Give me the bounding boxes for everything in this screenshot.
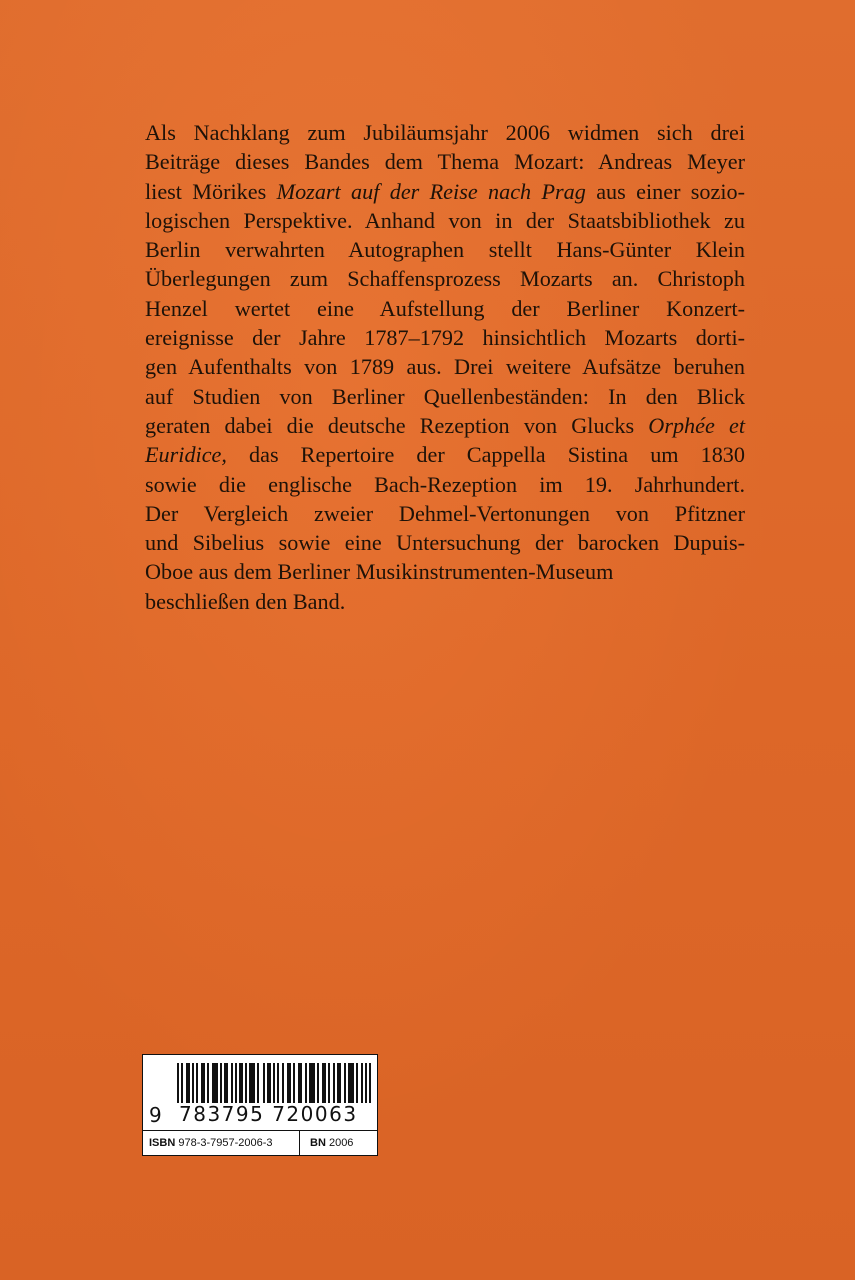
blurb-line bbox=[145, 440, 745, 469]
isbn-label: ISBN bbox=[149, 1137, 176, 1149]
back-cover-blurb bbox=[145, 118, 745, 616]
ean-digits: 783795 720063 bbox=[177, 1103, 375, 1125]
blurb-line: Der Vergleich zweier Dehmel-Vertonungen von Pfitzner bbox=[145, 500, 745, 526]
blurb-line: Henzel wertet eine Aufstellung der Berliner Konzert- bbox=[145, 295, 745, 321]
bn-cell bbox=[300, 1131, 376, 1155]
blurb-text: geraten dabei die deutsche Rezeption von Glucks bbox=[145, 412, 635, 438]
blurb-line: Oboe aus dem Berliner Musikinstrumenten-Museum bbox=[145, 559, 614, 585]
isbn-cell bbox=[143, 1131, 300, 1155]
blurb-text: liest Mörikes bbox=[145, 178, 267, 204]
bn-label: BN bbox=[310, 1137, 326, 1149]
blurb-line: Überlegungen zum Schaffensprozess Mozarts an. Christoph bbox=[145, 266, 745, 292]
blurb-line: Als Nachklang zum Jubiläumsjahr 2006 widmen sich drei bbox=[145, 120, 745, 145]
blurb-line: Beiträge dieses Bandes dem Thema Mozart: Andreas Meyer bbox=[145, 149, 745, 175]
barcode-area bbox=[143, 1055, 377, 1131]
blurb-line: logischen Perspektive. Anhand von in der Staatsbibliothek zu bbox=[145, 207, 745, 233]
blurb-text: aus einer sozio- bbox=[596, 178, 746, 204]
blurb-line bbox=[145, 411, 745, 440]
opera-title-italic: Euridice, bbox=[145, 442, 227, 468]
opera-title-italic: Orphée et bbox=[648, 412, 746, 438]
book-title-italic: Mozart auf der Reise nach Prag bbox=[276, 178, 586, 204]
blurb-line bbox=[145, 177, 745, 206]
blurb-line: beschließen den Band. bbox=[145, 588, 346, 614]
blurb-line: sowie die englische Bach-Rezeption im 19. Jahrhundert. bbox=[145, 471, 745, 497]
isbn-barcode-label bbox=[142, 1054, 378, 1156]
ean-lead-digit: 9 bbox=[149, 1103, 162, 1127]
blurb-line: Berlin verwahrten Autographen stellt Hans-Günter Klein bbox=[145, 237, 745, 263]
blurb-line: ereignisse der Jahre 1787–1792 hinsichtlich Mozarts dorti- bbox=[145, 325, 745, 351]
blurb-line: auf Studien von Berliner Quellenbeständen: In den Blick bbox=[145, 383, 745, 409]
blurb-line: gen Aufenthalts von 1789 aus. Drei weitere Aufsätze beruhen bbox=[145, 354, 745, 380]
blurb-text: das Repertoire der Cappella Sistina um 1830 bbox=[249, 442, 745, 468]
isbn-value: 978-3-7957-2006-3 bbox=[178, 1137, 273, 1149]
isbn-row bbox=[143, 1131, 377, 1155]
blurb-line: und Sibelius sowie eine Untersuchung der barocken Dupuis- bbox=[145, 530, 745, 556]
bn-value: 2006 bbox=[328, 1137, 354, 1149]
